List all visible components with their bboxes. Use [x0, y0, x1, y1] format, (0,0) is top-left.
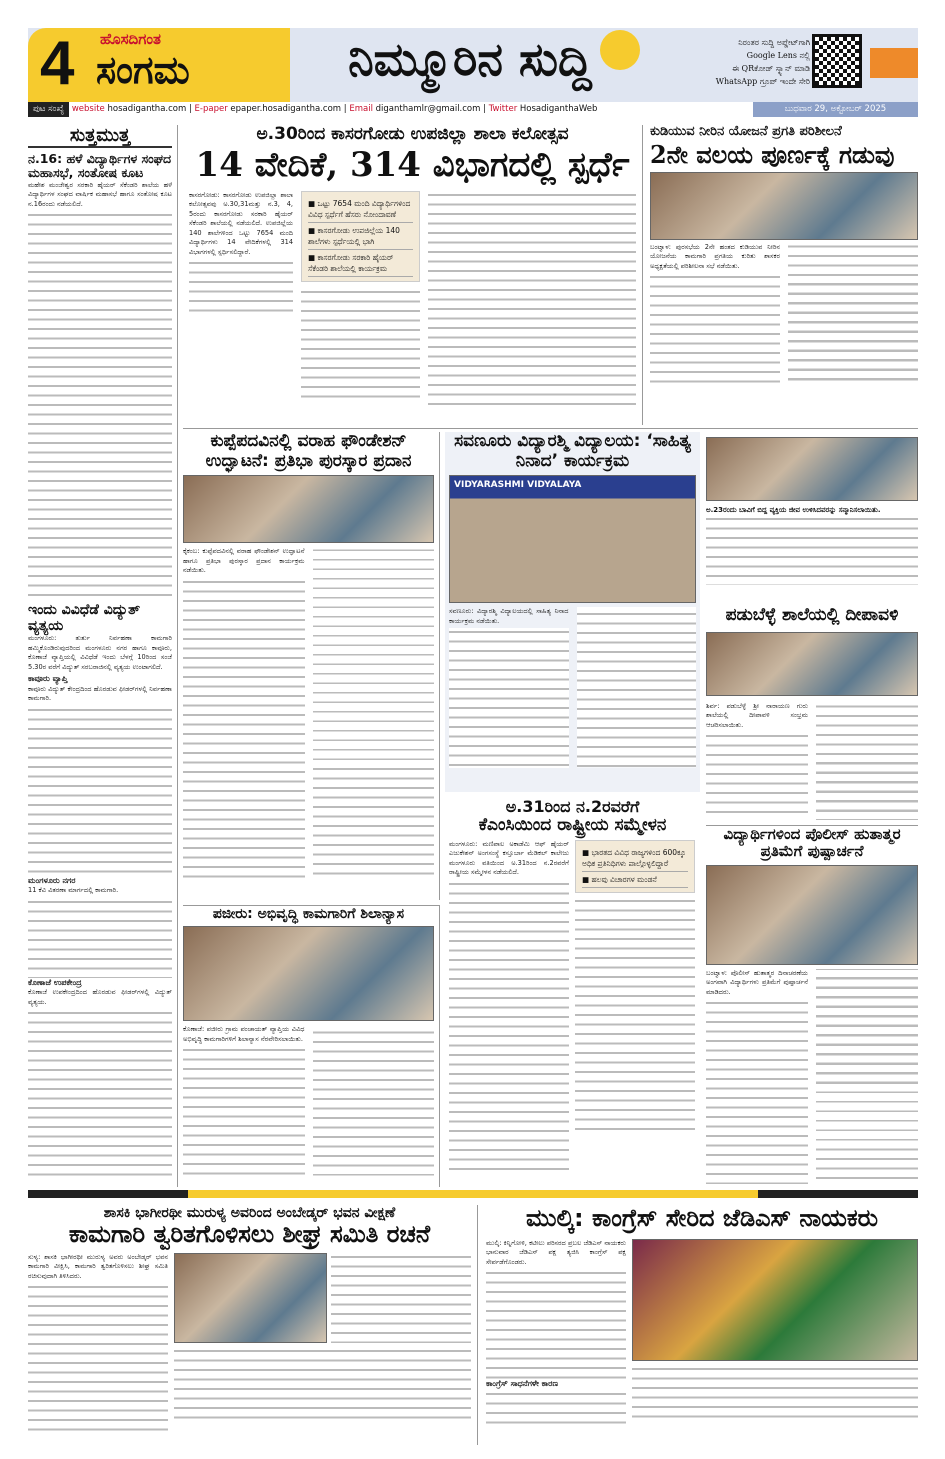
kmc-highlights	[575, 840, 695, 893]
kmc-story	[445, 798, 700, 1188]
highlight-item: ■ ಒಟ್ಟು 7654 ಮಂದಿ ವಿದ್ಯಾರ್ಥಿಗಳಿಂದ ವಿವಿಧ ಸ್ಪರ್ಧೆಗೆ ಹೆಸರು ನೋಂದಾವಣೆ	[308, 196, 413, 223]
qr-line: Google Lens ನಲ್ಲಿ	[746, 51, 810, 60]
twitter-key: Twitter	[488, 104, 518, 114]
kmc-headline: ಕೆಎಂಸಿಯಿಂದ ರಾಷ್ಟ್ರೀಯ ಸಮ್ಮೇಳನ	[478, 815, 667, 836]
photo-event	[449, 475, 696, 603]
photo-caption: ಅ.23ರಂದು ಬಾವಿಗೆ ಬಿದ್ದ ವ್ಯಕ್ತಿಯ ಜೀವ ಉಳಿಸಿದವರನ್ನು ಸನ್ಮಾನಿಸಲಾಯಿತು.	[706, 506, 881, 514]
info-bar: ಪುಟ ಸಂಖ್ಯೆ website hosadigantha.com | E-paper epaper.hosadigantha.com | Email diganthamlr@gmail.com | Twitter HosadiganthaWeb ಬುಧವಾರ 29, ಅಕ್ಟೋಬರ್ 2025	[28, 102, 918, 117]
lead-kicker: ಅ.30ರಿಂದ ಕಾಸರಗೋಡು ಉಪಜಿಲ್ಲಾ ಶಾಲಾ ಕಲೋತ್ಸವ	[256, 125, 569, 144]
text-filler	[486, 1390, 626, 1430]
police-story	[706, 825, 918, 1187]
text-filler	[28, 211, 172, 596]
water-body: ಬಂಟ್ವಾಳ: ಪುರಸಭೆಯ 2ನೇ ಹಂತದ ಕುಡಿಯುವ ನೀರಿನ ಯೋಜನೆಯ ಕಾಮಗಾರಿ ಪ್ರಗತಿಯ ಕುರಿತು ಶಾಸಕರ ಅಧ್ಯಕ್ಷತೆಯಲ್ಲಿ ಪರಿಶೀಲನಾ ಸಭೆ ನಡೆಯಿತು.	[650, 242, 780, 270]
highlight-item: ■ ಭಾರತದ ವಿವಿಧ ರಾಜ್ಯಗಳಿಂದ 600ಕ್ಕೂ ಅಧಿಕ ಪ್ರತಿನಿಧಿಗಳು ಪಾಲ್ಗೊಳ್ಳಲಿದ್ದಾರೆ	[582, 845, 688, 872]
text-filler	[706, 969, 918, 1184]
qr-line: WhatsApp ಗ್ರೂಪ್ ಇಂದೇ ಸೇರಿ	[715, 77, 810, 86]
subhead: ಕಾಂಗ್ರೆಸ್ ಸಾಧನೆಗಳೇ ಕಾರಣ	[486, 1379, 558, 1389]
savanur-headline: ಸವಣೂರು ವಿದ್ಯಾರಶ್ಮಿ ವಿದ್ಯಾಲಯ: ‘ಸಾಹಿತ್ಯ ನಿನಾದ’ ಕಾರ್ಯಕ್ರಮ	[454, 432, 691, 471]
website-key: website	[71, 104, 105, 114]
ambedkar-body: ಸುಳ್ಯ: ಶಾಸಕಿ ಭಾಗೀರಥೀ ಮುರುಳ್ಯ ಅವರು ಅಂಬೇಡ್ಕರ್ ಭವನ ಕಾಮಗಾರಿ ವೀಕ್ಷಿಸಿ, ಕಾಮಗಾರಿ ತ್ವರಿತಗೊಳಿಸಲು ಶೀಘ್ರ ಸಮಿತಿ ರಚಿಸುವುದಾಗಿ ತಿಳಿಸಿದರು.	[28, 1252, 168, 1280]
photo-felicitation	[706, 437, 918, 501]
left-column	[28, 125, 178, 1187]
padubelle-story	[706, 606, 918, 820]
highlight-item: ■ ಹಲವು ವಿಚಾರಗಳ ಮಂಡನೆ	[582, 872, 688, 888]
paragraph: ಕೊಣಾಜೆ ಉಪಕೇಂದ್ರದಿಂದ ಹೊರಡುವ ಫೀಡರ್‌ಗಳಲ್ಲಿ ವಿದ್ಯುತ್ ವ್ಯತ್ಯಯ.	[28, 988, 172, 1006]
kuppe-headline: ಕುಪ್ಪೆಪದವಿನಲ್ಲಿ ವರಾಹ ಫೌಂಡೇಶನ್ ಉದ್ಘಾಟನೆ: ಪ್ರತಿಭಾ ಪುರಸ್ಕಾರ ಪ್ರದಾನ	[205, 432, 412, 471]
pajir-story	[183, 905, 440, 1187]
qr-line: ನಿರಂತರ ಸುದ್ದಿ ಅಪ್ಡೇಟ್‌ಗಾಗಿ	[738, 38, 810, 47]
text-filler	[28, 1283, 168, 1433]
ambedkar-headline: ಕಾಮಗಾರಿ ತ್ವರಿತಗೊಳಿಸಲು ಶೀಘ್ರ ಸಮಿತಿ ರಚನೆ	[68, 1220, 431, 1249]
paragraph: ಕಾವೂರು ವಿದ್ಯುತ್ ಕೇಂದ್ರದಿಂದ ಹೊರಡುವ ಫೀಡರ್‌ಗಳಲ್ಲಿ ನಿರ್ವಹಣಾ ಕಾಮಗಾರಿ.	[28, 684, 172, 703]
subhead: ಕಾವೂರು ವ್ಯಾಪ್ತಿ	[28, 674, 68, 684]
website-link[interactable]: hosadigantha.com	[107, 104, 187, 114]
photo-tribute	[706, 865, 918, 965]
subhead: ಕೊಣಾಜೆ ಉಪಕೇಂದ್ರ	[28, 977, 82, 987]
pajir-headline: ಪಜೀರು: ಅಭಿವೃದ್ಧಿ ಕಾಮಗಾರಿಗೆ ಶಿಲಾನ್ಯಾಸ	[212, 906, 405, 922]
text-filler	[28, 1009, 172, 1179]
text-filler	[486, 1269, 626, 1379]
divider-band	[28, 1190, 918, 1198]
photo-inspection	[174, 1253, 327, 1343]
paragraph: 11 ಕೆವಿ ವಿತರಣಾ ಮಾರ್ಗದಲ್ಲಿ ಕಾಮಗಾರಿ.	[28, 886, 119, 895]
padubelle-headline: ಪಡುಬೆಳ್ಳೆ ಶಾಲೆಯಲ್ಲಿ ದೀಪಾವಳಿ	[725, 606, 899, 625]
savanur-body: ಸವಣೂರು: ವಿದ್ಯಾರಶ್ಮಿ ವಿದ್ಯಾಲಯದಲ್ಲಿ ಸಾಹಿತ್ಯ ನಿನಾದ ಕಾರ್ಯಕ್ರಮ ನಡೆಯಿತು.	[449, 607, 569, 625]
text-filler	[449, 607, 696, 768]
twitter-link[interactable]: HosadiganthaWeb	[519, 104, 598, 114]
brand-logo: ಹೊಸದಿಗಂತ	[100, 30, 161, 48]
text-filler	[183, 1025, 434, 1176]
left-body-2	[28, 634, 172, 1179]
decorative-square	[870, 48, 918, 78]
lead-headline: 14 ವೇದಿಕೆ, 314 ವಿಭಾಗದಲ್ಲಿ ಸ್ಪರ್ಧೆ	[195, 144, 630, 185]
water-kicker: ಕುಡಿಯುವ ನೀರಿನ ಯೋಜನೆ ಪ್ರಗತಿ ಪರಿಶೀಲನೆ	[650, 125, 842, 139]
paragraph: ಮಂಗಳೂರು: ತುರ್ತು ನಿರ್ವಹಣಾ ಕಾಮಗಾರಿ ಹಮ್ಮಿಕೊಂಡಿರುವುದರಿಂದ ಮಂಗಳೂರು ನಗರ ಹಾಗೂ ಕಾವೂರು, ಕೊಣಾಜೆ ವ್ಯಾಪ್ತಿಯಲ್ಲಿ ವಿವಿಧೆಡೆ ಇಂದು ಬೆಳಗ್ಗೆ 10ರಿಂದ ಸಂಜೆ 5.30ರ ವರೆಗೆ ವಿದ್ಯುತ್ ಸರಬರಾಜಿನಲ್ಲಿ ವ್ಯತ್ಯಯ ಉಂಟಾಗಲಿದೆ.	[28, 634, 172, 671]
mulki-story	[486, 1205, 918, 1445]
photo-deepavali	[706, 632, 918, 696]
email-key: Email	[349, 104, 373, 114]
section-name: ಸಂಗಮ	[96, 48, 190, 92]
left-body-1	[28, 181, 172, 210]
text-filler	[428, 191, 636, 411]
qr-code[interactable]	[812, 34, 862, 88]
qr-line: ಈ QRಕೋಡ್ ಸ್ಕ್ಯಾನ್ ಮಾಡಿ	[732, 64, 810, 73]
issue-date: ಬುಧವಾರ 29, ಅಕ್ಟೋಬರ್ 2025	[753, 102, 918, 117]
page-number: 4	[40, 29, 75, 98]
text-filler	[575, 897, 695, 1137]
text-filler	[174, 1347, 471, 1422]
banner-text: VIDYARASHMI VIDYALAYA	[454, 480, 582, 491]
ambedkar-kicker: ಶಾಸಕಿ ಭಾಗೀರಥೀ ಮುರುಳ್ಯ ಅವರಿಂದ ಅಂಬೇಡ್ಕರ್ ಭವನ ವೀಕ್ಷಣೆ	[103, 1205, 396, 1221]
left-headline-2: ಇಂದು ವಿವಿಧೆಡೆ ವಿದ್ಯುತ್ ವ್ಯತ್ಯಯ	[28, 602, 141, 635]
paragraph: ಮಹೇಶ ಮಂಜೇಶ್ವರ ಸರಕಾರಿ ಹೈಯರ್ ಸೆಕೆಂಡರಿ ಶಾಲೆಯ ಹಳೆ ವಿದ್ಯಾರ್ಥಿಗಳ ಸಂಘದ ವಾರ್ಷಿಕ ಮಹಾಸಭೆ ಹಾಗೂ ಸಂತೋಷ ಕೂಟ ನ.16ರಂದು ನಡೆಯಲಿದೆ.	[28, 180, 172, 208]
text-filler	[28, 706, 172, 876]
highlight-item: ■ ಕಾಸರಗೋಡು ಸರಕಾರಿ ಹೈಯರ್ ಸೆಕೆಂಡರಿ ಶಾಲೆಯಲ್ಲಿ ಕಾರ್ಯಕ್ರಮ	[308, 250, 413, 277]
qr-instructions	[660, 36, 810, 88]
text-filler	[632, 1365, 918, 1420]
epaper-key: E-paper	[194, 104, 228, 114]
mulki-body: ಮುಲ್ಕಿ: ಕಿನ್ನಿಗೋಳಿ, ಕಟೀಲು ಪರಿಸರದ ಪ್ರಬಲ ಜೆಡಿಎಸ್ ನಾಯಕರು ಭಾನುವಾರ ಜೆಡಿಎಸ್ ಪಕ್ಷ ತ್ಯಜಿಸಿ ಕಾಂಗ್ರೆಸ್ ಪಕ್ಷ ಸೇರ್ಪಡೆಗೊಂಡರು.	[486, 1238, 626, 1266]
highlight-item: ■ ಕಾಸರಗೋಡು ಉಪಜಿಲ್ಲೆಯ 140 ಶಾಲೆಗಳು ಸ್ಪರ್ಧೆಯಲ್ಲಿ ಭಾಗಿ	[308, 223, 413, 250]
kuppe-body: ಕೈಕಂಬ: ಕುಪ್ಪೆಪದವಿನಲ್ಲಿ ವರಾಹ ಫೌಂಡೇಶನ್ ಉದ್ಘಾಟನೆ ಹಾಗೂ ಪ್ರತಿಭಾ ಪುರಸ್ಕಾರ ಪ್ರದಾನ ಕಾರ್ಯಕ್ರಮ ನಡೆಯಿತು.	[183, 547, 305, 575]
savanur-story	[445, 432, 700, 792]
suttamutta-logo: ಸುತ್ತಮುತ್ತ	[28, 125, 172, 148]
police-headline: ವಿದ್ಯಾರ್ಥಿಗಳಿಂದ ಪೊಲೀಸ್ ಹುತಾತ್ಮರ ಪ್ರತಿಮೆಗೆ ಪುಷ್ಪಾರ್ಚನೆ	[723, 825, 901, 861]
text-filler	[183, 547, 434, 882]
water-story	[650, 125, 918, 425]
text-filler	[331, 1253, 471, 1343]
email-link[interactable]: diganthamlr@gmail.com	[375, 104, 481, 114]
text-filler	[449, 880, 569, 1170]
lead-highlights	[301, 191, 420, 282]
text-filler	[706, 515, 918, 585]
photo-award	[183, 475, 434, 543]
photo-meeting	[650, 172, 918, 240]
kmc-body: ಮಂಗಳೂರು: ಮಣಿಪಾಲ ಅಕಾಡೆಮಿ ಆಫ್ ಹೈಯರ್ ಎಜುಕೇಶನ್ ಅಂಗಸಂಸ್ಥೆ ಕಸ್ತೂರ್ಬಾ ಮೆಡಿಕಲ್ ಕಾಲೇಜು ಮಂಗಳೂರು ವತಿಯಿಂದ ಅ.31ರಿಂದ ನ.2ರವರೆಗೆ ರಾಷ್ಟ್ರೀಯ ಸಮ್ಮೇಳನ ನಡೆಯಲಿದೆ.	[449, 839, 569, 877]
mulki-headline: ಮುಲ್ಕಿ: ಕಾಂಗ್ರೆಸ್ ಸೇರಿದ ಜೆಡಿಎಸ್ ನಾಯಕರು	[526, 1205, 878, 1232]
left-headline-1: ನ.16: ಹಳೆ ವಿದ್ಯಾರ್ಥಿಗಳ ಸಂಘದ ಮಹಾಸಭೆ, ಸಂತೋಷ ಕೂಟ	[28, 151, 172, 181]
page-title: ನಿಮ್ಮೂರಿನ ಸುದ್ದಿ	[348, 32, 592, 86]
lead-body: ಕಾಸರಗೋಡು: ಕಾಸರಗೋಡು ಉಪಜಿಲ್ಲಾ ಶಾಲಾ ಕಲೋತ್ಸವವು ಅ.30,31ಮತ್ತು ನ.3, 4, 5ರಂದು ಕಾಸರಗೋಡು ಸರಕಾರಿ ಹೈಯರ್ ಸೆಕೆಂಡರಿ ಶಾಲೆಯಲ್ಲಿ ನಡೆಯಲಿದೆ. ಉಪಜಿಲ್ಲೆಯ 140 ಶಾಲೆಗಳಿಂದ ಒಟ್ಟು 7654 ಮಂದಿ ವಿದ್ಯಾರ್ಥಿಗಳು 14 ವೇದಿಕೆಗಳಲ್ಲಿ 314 ವಿಭಾಗಗಳಲ್ಲಿ ಸ್ಪರ್ಧಿಸಲಿದ್ದಾರೆ.	[189, 190, 294, 256]
lead-story	[183, 125, 643, 425]
text-filler	[189, 259, 293, 319]
page-number-label: ಪುಟ ಸಂಖ್ಯೆ	[28, 102, 69, 117]
pajir-body: ಕೊಣಾಜೆ: ಪಜೀರು ಗ್ರಾಮ ಪಂಚಾಯತ್ ವ್ಯಾಪ್ತಿಯ ವಿವಿಧ ಅಭಿವೃದ್ಧಿ ಕಾಮಗಾರಿಗಳಿಗೆ ಶಿಲಾನ್ಯಾಸ ನೆರವೇರಿಸಲಾಯಿತು.	[183, 1025, 305, 1043]
police-body: ಬಂಟ್ವಾಳ: ಪೊಲೀಸ್ ಹುತಾತ್ಮರ ದಿನಾಚರಣೆಯ ಅಂಗವಾಗಿ ವಿದ್ಯಾರ್ಥಿಗಳು ಪ್ರತಿಮೆಗೆ ಪುಷ್ಪಾರ್ಚನೆ ಮಾಡಿದರು.	[706, 968, 808, 996]
text-filler	[28, 898, 172, 978]
kmc-kicker: ಅ.31ರಿಂದ ನ.2ರವರೆಗೆ	[505, 798, 640, 816]
text-filler	[301, 288, 420, 398]
water-headline: 2ನೇ ವಲಯ ಪೂರ್ಣಕ್ಕೆ ಗಡುವು	[650, 139, 895, 169]
kuppe-story	[183, 432, 440, 900]
subhead: ಮಂಗಳೂರು ನಗರ	[28, 875, 76, 885]
padubelle-body: ಶಿರ್ವ: ಪಡುಬೆಳ್ಳೆ ಶ್ರೀ ನಾರಾಯಣ ಗುರು ಶಾಲೆಯಲ್ಲಿ ದೀಪಾವಳಿ ಸಂಭ್ರಮ ಆಚರಿಸಲಾಯಿತು.	[706, 701, 808, 729]
photo-foundation	[183, 926, 434, 1021]
epaper-link[interactable]: epaper.hosadigantha.com	[230, 104, 342, 114]
ambedkar-story	[28, 1205, 478, 1445]
caption-story	[706, 437, 918, 602]
photo-joining	[632, 1239, 918, 1361]
